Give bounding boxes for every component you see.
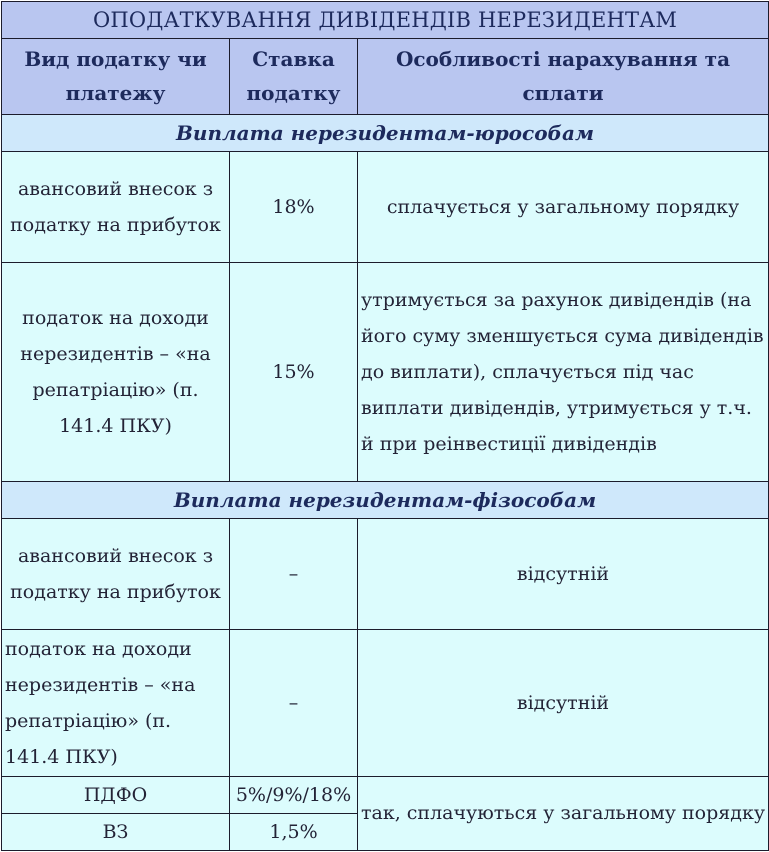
tax-type-cell: ВЗ bbox=[2, 813, 230, 850]
tax-rate-cell: – bbox=[230, 629, 358, 776]
table-row bbox=[2, 519, 769, 630]
title-row bbox=[2, 2, 769, 39]
tax-type-cell: ПДФО bbox=[2, 776, 230, 813]
header-tax-type: Вид податку чи платежу bbox=[2, 39, 230, 114]
header-row bbox=[2, 39, 769, 114]
section-legal-entities: Виплата нерезидентам-юрособам bbox=[2, 114, 769, 151]
header-features: Особливості нарахування та сплати bbox=[358, 39, 769, 114]
dividends-tax-table bbox=[1, 1, 769, 851]
section-row-legal bbox=[2, 114, 769, 151]
header-tax-rate: Ставка податку bbox=[230, 39, 358, 114]
features-cell: відсутній bbox=[358, 629, 769, 776]
tax-rate-cell: – bbox=[230, 519, 358, 630]
features-cell-shared: так, сплачуються у загальному порядку bbox=[358, 776, 769, 850]
tax-rate-cell: 5%/9%/18% bbox=[230, 776, 358, 813]
tax-rate-cell: 15% bbox=[230, 262, 358, 481]
tax-type-cell: авансовий внесок з податку на прибуток bbox=[2, 151, 230, 262]
features-cell: сплачується у загальному порядку bbox=[358, 151, 769, 262]
table-row bbox=[2, 151, 769, 262]
section-individuals: Виплата нерезидентам-фізособам bbox=[2, 481, 769, 518]
features-cell: відсутній bbox=[358, 519, 769, 630]
tax-type-cell: податок на доходи нерезидентів – «на репатріацію» (п. 141.4 ПКУ) bbox=[2, 629, 230, 776]
table-row bbox=[2, 629, 769, 776]
tax-type-cell: авансовий внесок з податку на прибуток bbox=[2, 519, 230, 630]
table-title: ОПОДАТКУВАННЯ ДИВІДЕНДІВ НЕРЕЗИДЕНТАМ bbox=[2, 2, 769, 39]
tax-type-cell: податок на доходи нерезидентів – «на репатріацію» (п. 141.4 ПКУ) bbox=[2, 262, 230, 481]
tax-rate-cell: 18% bbox=[230, 151, 358, 262]
section-row-individual bbox=[2, 481, 769, 518]
table-row bbox=[2, 776, 769, 813]
tax-rate-cell: 1,5% bbox=[230, 813, 358, 850]
table-row bbox=[2, 262, 769, 481]
features-cell: утримується за рахунок дивідендів (на його суму зменшується сума дивідендів до виплати), сплачується під час виплати дивідендів, утримується у т.ч. й при реінвестиції дивідендів bbox=[358, 262, 769, 481]
